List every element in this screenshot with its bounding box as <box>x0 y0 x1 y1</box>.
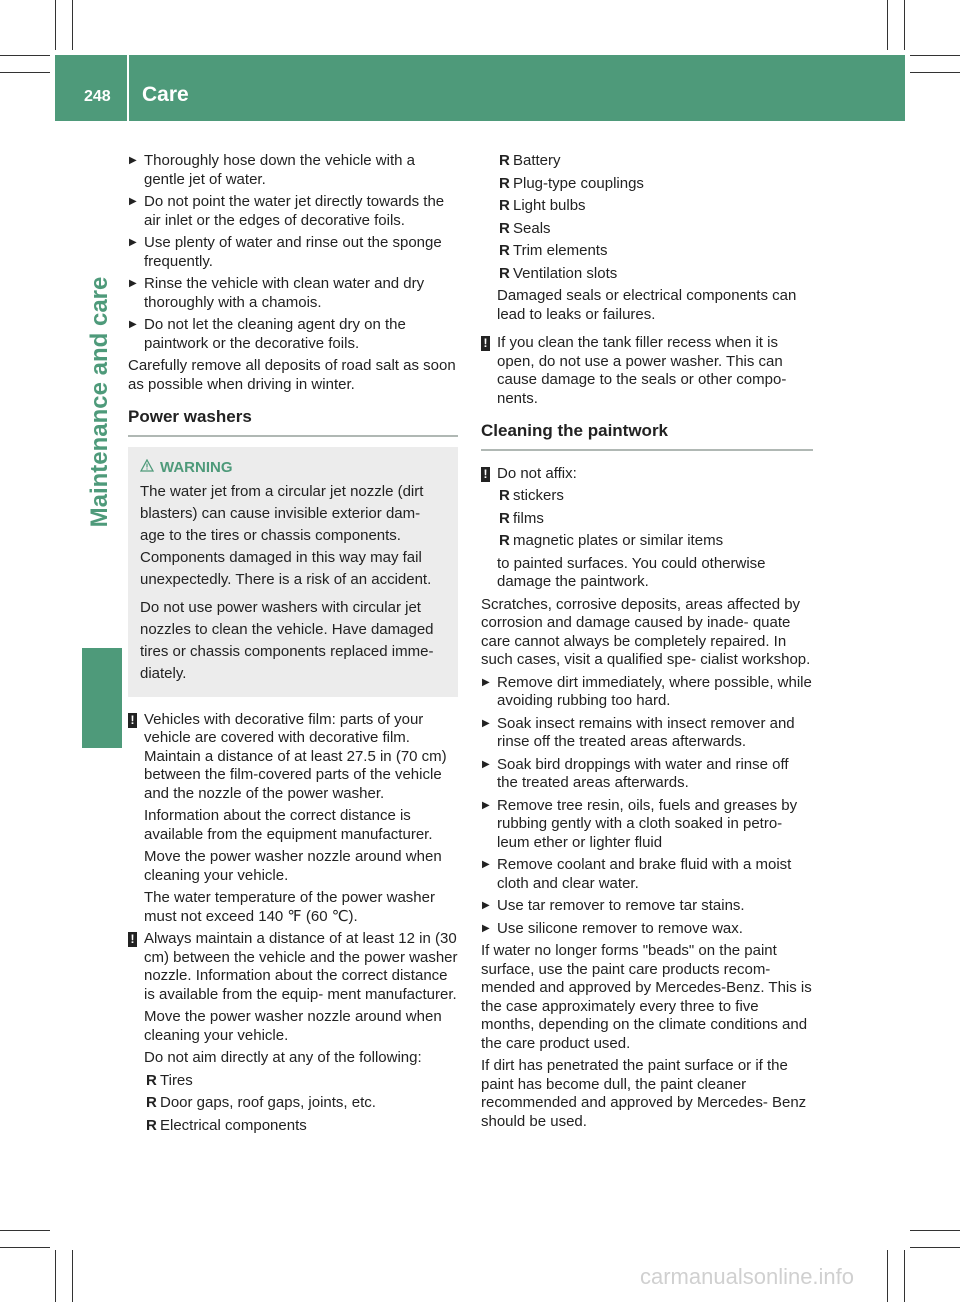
left-column <box>128 152 458 1139</box>
paragraph-road-salt: Carefully remove all deposits of road salt as soon as possible when driving in winter. <box>128 357 456 393</box>
instruction-step: ▶ Use silicone remover to remove wax. <box>481 920 813 939</box>
crop-mark <box>0 1230 50 1231</box>
list-item: R Seals <box>499 219 551 237</box>
note-text: If you clean the tank filler recess when it is open, do not use a power washer. This can cause damage to the seals or other compo- nents. <box>497 334 787 407</box>
paragraph-scratches: Scratches, corrosive deposits, areas affected by corrosion and damage caused by inade- quate care cannot always be completely repaired. In such cases, visit a qualified spe- cialist workshop. <box>481 595 811 668</box>
crop-mark <box>904 1250 905 1302</box>
crop-mark <box>887 0 888 50</box>
instruction-step: ▶ Soak bird droppings with water and rinse off the treated areas afterwards. <box>481 756 813 793</box>
right-column <box>481 152 813 1135</box>
list-item: R Trim elements <box>499 242 608 259</box>
paragraph-dull-paint: If dirt has penetrated the paint surface or if the paint has become dull, the paint cleaner recommended and approved by Mercedes- Benz should be used. <box>481 1057 807 1130</box>
instruction-step: ▶ Soak insect remains with insect remover and rinse off the treated areas afterwards. <box>481 715 813 752</box>
list-item: R Door gaps, roof gaps, joints, etc. <box>146 1094 376 1111</box>
warning-box <box>128 447 458 697</box>
warning-text: Do not use power washers with circular jet nozzles to clean the vehicle. Have damaged tires or chassis components replaced imme- diately. <box>140 598 434 682</box>
instruction-step: ▶ Remove dirt immediately, where possible, while avoiding rubbing too hard. <box>481 674 813 711</box>
header-divider <box>127 55 129 121</box>
list-item: R Ventilation slots <box>499 264 618 282</box>
instruction-step: ▶ Thoroughly hose down the vehicle with a gentle jet of water. <box>128 152 458 189</box>
list-item: R Light bulbs <box>499 197 586 214</box>
note-text: Do not aim directly at any of the following: <box>144 1049 422 1066</box>
crop-mark <box>904 0 905 50</box>
section-tab-label: Maintenance and care <box>86 276 113 528</box>
note-tank-filler <box>481 334 813 408</box>
crop-mark <box>910 72 960 73</box>
crop-mark <box>910 1230 960 1231</box>
paragraph-beads: If water no longer forms "beads" on the paint surface, use the paint care products recom- mended and approved by Mercedes-Benz. This is the case approximately every three to five months, depending on the climate conditions and the care product used. <box>481 942 812 1052</box>
note-text: to painted surfaces. You could otherwise damage the paintwork. <box>497 554 766 590</box>
heading-power-washers: Power washers <box>128 408 458 437</box>
watermark: carmanualsonline.info <box>640 1264 855 1289</box>
crop-mark <box>887 1250 888 1302</box>
note-do-not-affix <box>481 465 813 592</box>
list-item: R magnetic plates or similar items <box>499 532 724 549</box>
crop-mark <box>55 1250 56 1302</box>
list-item: R Battery <box>499 152 561 169</box>
note-text: Do not affix: <box>497 464 577 482</box>
warning-heading <box>140 457 446 479</box>
instruction-step: ▶ Do not point the water jet directly towards the air inlet or the edges of decorative foils. <box>128 193 458 230</box>
section-tab-marker <box>82 648 122 748</box>
note-text: Information about the correct distance is available from the equipment manufacturer. <box>144 807 433 843</box>
note-decorative-film <box>128 711 458 927</box>
notice-icon: ! <box>481 336 490 351</box>
list-item: R Tires <box>146 1071 193 1089</box>
list-item: R Electrical components <box>146 1116 307 1134</box>
crop-mark <box>55 0 56 50</box>
crop-mark <box>72 1250 73 1302</box>
list-item: R stickers <box>499 487 564 504</box>
crop-mark <box>0 55 50 56</box>
warning-text: The water jet from a circular jet nozzle (dirt blasters) can cause invisible exterior dam- age to the tires or chassis components. Components damaged in this way may fail unexpectedly. There is a risk of an accident. <box>140 482 432 588</box>
crop-mark <box>0 1247 50 1248</box>
instruction-step: ▶ Remove tree resin, oils, fuels and greases by rubbing gently with a cloth soaked in petro- leum ether or lighter fluid <box>481 797 813 853</box>
instruction-step: ▶ Rinse the vehicle with clean water and dry thoroughly with a chamois. <box>128 275 458 312</box>
note-distance <box>128 930 458 1135</box>
warning-triangle-icon <box>140 457 154 479</box>
instruction-step: ▶ Use plenty of water and rinse out the sponge frequently. <box>128 234 458 271</box>
note-text: Move the power washer nozzle around when cleaning your vehicle. <box>144 848 442 884</box>
notice-icon: ! <box>128 932 137 947</box>
notice-icon: ! <box>128 713 137 728</box>
note-text: Always maintain a distance of at least 12 in (30 cm) between the vehicle and the power washer nozzle. Information about the correct distance is available from the equip- ment manufacturer. <box>144 930 458 1003</box>
crop-mark <box>910 1247 960 1248</box>
note-text: Move the power washer nozzle around when cleaning your vehicle. <box>144 1008 442 1044</box>
instruction-step: ▶ Remove coolant and brake fluid with a moist cloth and clear water. <box>481 856 813 893</box>
crop-mark <box>72 0 73 50</box>
paragraph-damaged: Damaged seals or electrical components can lead to leaks or failures. <box>497 287 797 323</box>
warning-label: WARNING <box>160 458 233 476</box>
note-text: Vehicles with decorative film: parts of your vehicle are covered with decorative film. Maintain a distance of at least 27.5 in (70 cm) between the film-covered parts of the vehicle and the nozzle of the power washer. <box>144 710 447 802</box>
list-item: R Plug-type couplings <box>499 174 644 192</box>
page-number: 248 <box>84 88 111 105</box>
crop-mark <box>0 72 50 73</box>
instruction-step: ▶ Use tar remover to remove tar stains. <box>481 897 813 916</box>
instruction-step: ▶ Do not let the cleaning agent dry on the paintwork or the decorative foils. <box>128 316 458 353</box>
list-item: R films <box>499 509 544 527</box>
crop-mark <box>910 55 960 56</box>
heading-cleaning-paintwork: Cleaning the paintwork <box>481 422 813 451</box>
page-title: Care <box>142 83 189 106</box>
note-text: The water temperature of the power washer must not exceed 140 ℉ (60 ℃). <box>144 889 435 925</box>
notice-icon: ! <box>481 467 490 482</box>
